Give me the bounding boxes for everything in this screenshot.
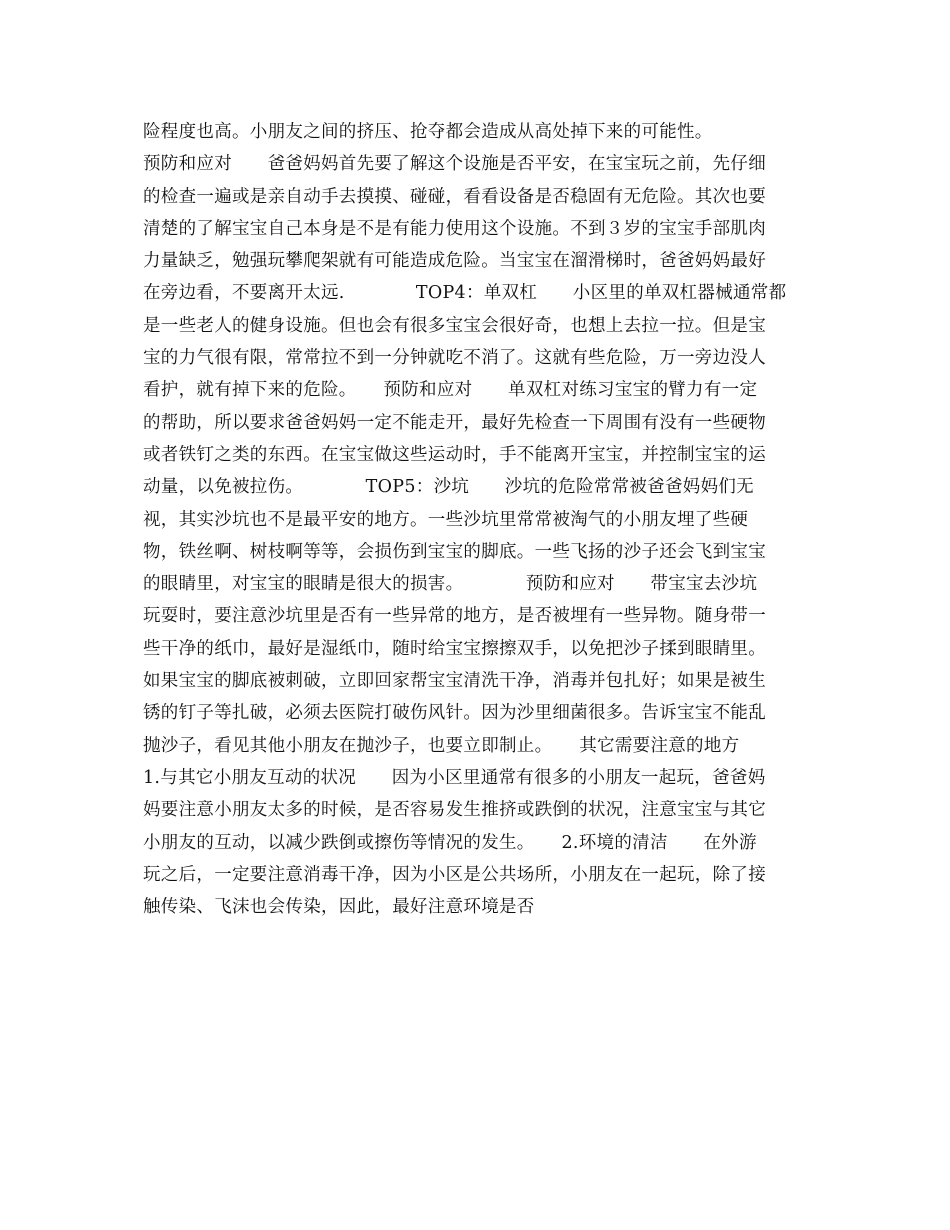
text-line: 玩耍时，要注意沙坑里是否有一些异常的地方，是否被埋有一些异物。随身带一 [143, 606, 766, 627]
text-line: 触传染、飞沫也会传染，因此，最好注意环境是否 [143, 897, 535, 918]
text-line: 的帮助，所以要求爸爸妈妈一定不能走开，最好先检查一下周围有没有一些硬物 [143, 412, 766, 433]
text-line: 的检查一遍或是亲自动手去摸摸、碰碰，看看设备是否稳固有无危险。其次也要 [143, 186, 766, 207]
text-line: 在旁边看，不要离开太远. TOP4：单双杠 小区里的单双杠器械通常都 [143, 283, 787, 304]
text-line: 视，其实沙坑也不是最平安的地方。一些沙坑里常常被淘气的小朋友埋了些硬 [143, 509, 749, 530]
text-line: 物，铁丝啊、树枝啊等等，会损伤到宝宝的脚底。一些飞扬的沙子还会飞到宝宝 [143, 541, 766, 562]
text-line: 如果宝宝的脚底被刺破，立即回家帮宝宝清洗干净，消毒并包扎好；如果是被生 [143, 671, 766, 692]
text-line: 动量，以免被拉伤。 TOP5：沙坑 沙坑的危险常常被爸爸妈妈们无 [143, 477, 754, 498]
text-line: 清楚的了解宝宝自己本身是不是有能力使用这个设施。不到３岁的宝宝手部肌肉 [143, 218, 766, 239]
text-line: 锈的钉子等扎破，必须去医院打破伤风针。因为沙里细菌很多。告诉宝宝不能乱 [143, 703, 766, 724]
text-line: 看护，就有掉下来的危险。 预防和应对 单双杠对练习宝宝的臂力有一定 [143, 380, 758, 401]
text-line: 的眼睛里，对宝宝的眼睛是很大的损害。 预防和应对 带宝宝去沙坑 [143, 574, 758, 595]
text-line: 或者铁钉之类的东西。在宝宝做这些运动时，手不能离开宝宝，并控制宝宝的运 [143, 444, 766, 465]
text-line: 是一些老人的健身设施。但也会有很多宝宝会很好奇，也想上去拉一拉。但是宝 [143, 315, 766, 336]
text-line: 小朋友的互动，以减少跌倒或擦伤等情况的发生。 2.环境的清洁 在外游 [143, 832, 757, 853]
text-line: 宝的力气很有限，常常拉不到一分钟就吃不消了。这就有些危险，万一旁边没人 [143, 348, 766, 369]
text-line: 险程度也高。小朋友之间的挤压、抢夺都会造成从高处掉下来的可能性。 [143, 122, 713, 142]
text-line: 1.与其它小朋友互动的状况 因为小区里通常有很多的小朋友一起玩，爸爸妈 [143, 767, 766, 788]
text-line: 预防和应对 爸爸妈妈首先要了解这个设施是否平安，在宝宝玩之前，先仔细 [143, 154, 766, 175]
text-line: 玩之后，一定要注意消毒干净，因为小区是公共场所，小朋友在一起玩，除了接 [143, 864, 766, 885]
text-line: 力量缺乏，勉强玩攀爬架就有可能造成危险。当宝宝在溜滑梯时，爸爸妈妈最好 [143, 251, 766, 272]
text-line: 妈要注意小朋友太多的时候，是否容易发生推挤或跌倒的状况，注意宝宝与其它 [143, 800, 766, 821]
body-text [143, 116, 808, 923]
text-line: 抛沙子，看见其他小朋友在抛沙子，也要立即制止。 其它需要注意的地方 [143, 735, 740, 756]
text-line: 些干净的纸巾，最好是湿纸巾，随时给宝宝擦擦双手，以免把沙子揉到眼睛里。 [143, 638, 766, 659]
